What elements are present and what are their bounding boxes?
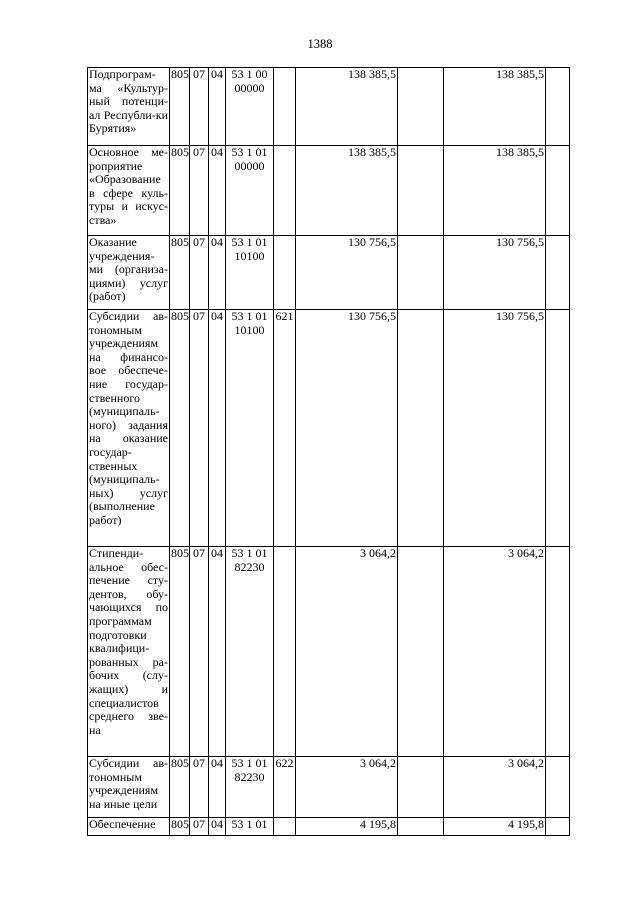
amount-cell-4	[546, 146, 570, 236]
amount-cell-3: 3 064,2	[444, 757, 546, 818]
target-article-cell: 53 1 01 00000	[226, 146, 274, 236]
amount-cell-1: 3 064,2	[296, 547, 398, 757]
budget-table	[87, 67, 570, 836]
section-code-cell: 07	[190, 310, 209, 547]
grbs-code-cell: 805	[170, 757, 190, 818]
section-code-cell: 07	[190, 68, 209, 146]
amount-cell-3: 130 756,5	[444, 310, 546, 547]
row-name-cell: Подпрограм-ма «Культур-ный потенци-ал Республи-ки Бурятия»	[88, 68, 170, 146]
amount-cell-2	[398, 310, 444, 547]
row-name-cell: Субсидии ав-тономным учреждениям на иные цели	[88, 757, 170, 818]
grbs-code-cell: 805	[170, 236, 190, 310]
amount-cell-3: 130 756,5	[444, 236, 546, 310]
amount-cell-4	[546, 68, 570, 146]
section-code-cell: 07	[190, 547, 209, 757]
table-row	[88, 757, 570, 818]
amount-cell-3: 4 195,8	[444, 818, 546, 836]
table-row	[88, 310, 570, 547]
row-name-cell: Обеспечение	[88, 818, 170, 836]
grbs-code-cell: 805	[170, 547, 190, 757]
amount-cell-4	[546, 757, 570, 818]
table-row	[88, 818, 570, 836]
amount-cell-4	[546, 310, 570, 547]
grbs-code-cell: 805	[170, 68, 190, 146]
amount-cell-2	[398, 757, 444, 818]
expense-type-cell	[274, 68, 296, 146]
amount-cell-4	[546, 818, 570, 836]
subsection-code-cell: 04	[209, 818, 226, 836]
amount-cell-4	[546, 236, 570, 310]
expense-type-cell	[274, 236, 296, 310]
amount-cell-3: 138 385,5	[444, 68, 546, 146]
target-article-cell: 53 1 01 10100	[226, 236, 274, 310]
target-article-cell: 53 1 01 82230	[226, 547, 274, 757]
grbs-code-cell: 805	[170, 146, 190, 236]
amount-cell-1: 4 195,8	[296, 818, 398, 836]
amount-cell-3: 3 064,2	[444, 547, 546, 757]
amount-cell-1: 130 756,5	[296, 310, 398, 547]
amount-cell-2	[398, 146, 444, 236]
subsection-code-cell: 04	[209, 310, 226, 547]
table-row	[88, 547, 570, 757]
amount-cell-2	[398, 818, 444, 836]
amount-cell-2	[398, 547, 444, 757]
amount-cell-4	[546, 547, 570, 757]
target-article-cell: 53 1 00 00000	[226, 68, 274, 146]
amount-cell-1: 138 385,5	[296, 146, 398, 236]
subsection-code-cell: 04	[209, 757, 226, 818]
subsection-code-cell: 04	[209, 547, 226, 757]
subsection-code-cell: 04	[209, 68, 226, 146]
section-code-cell: 07	[190, 757, 209, 818]
target-article-cell: 53 1 01 10100	[226, 310, 274, 547]
target-article-cell: 53 1 01	[226, 818, 274, 836]
table-row	[88, 68, 570, 146]
expense-type-cell: 622	[274, 757, 296, 818]
expense-type-cell	[274, 547, 296, 757]
subsection-code-cell: 04	[209, 236, 226, 310]
amount-cell-1: 3 064,2	[296, 757, 398, 818]
amount-cell-2	[398, 236, 444, 310]
row-name-cell: Субсидии ав-тономным учреждениям на финансо-вое обеспече-ние государ-ственного (муниципаль-ного) задания на оказание государ-ственных (муниципаль-ных) услуг (выполнение работ)	[88, 310, 170, 547]
row-name-cell: Стипенди-альное обес-печение сту-дентов, обу-чающихся по программам подготовки квалифици-рованных ра-бочих (слу-жащих) и специалистов среднего зве-на	[88, 547, 170, 757]
grbs-code-cell: 805	[170, 818, 190, 836]
amount-cell-3: 138 385,5	[444, 146, 546, 236]
row-name-cell: Основное ме-роприятие «Образование в сфере куль-туры и искус-ства»	[88, 146, 170, 236]
amount-cell-1: 138 385,5	[296, 68, 398, 146]
grbs-code-cell: 805	[170, 310, 190, 547]
expense-type-cell	[274, 146, 296, 236]
expense-type-cell	[274, 818, 296, 836]
section-code-cell: 07	[190, 146, 209, 236]
table-row	[88, 236, 570, 310]
section-code-cell: 07	[190, 236, 209, 310]
target-article-cell: 53 1 01 82230	[226, 757, 274, 818]
row-name-cell: Оказание учреждения-ми (организа-циями) услуг (работ)	[88, 236, 170, 310]
page-number: 1388	[307, 37, 333, 51]
amount-cell-1: 130 756,5	[296, 236, 398, 310]
table-row	[88, 146, 570, 236]
subsection-code-cell: 04	[209, 146, 226, 236]
amount-cell-2	[398, 68, 444, 146]
expense-type-cell: 621	[274, 310, 296, 547]
section-code-cell: 07	[190, 818, 209, 836]
budget-table-body	[88, 68, 570, 836]
